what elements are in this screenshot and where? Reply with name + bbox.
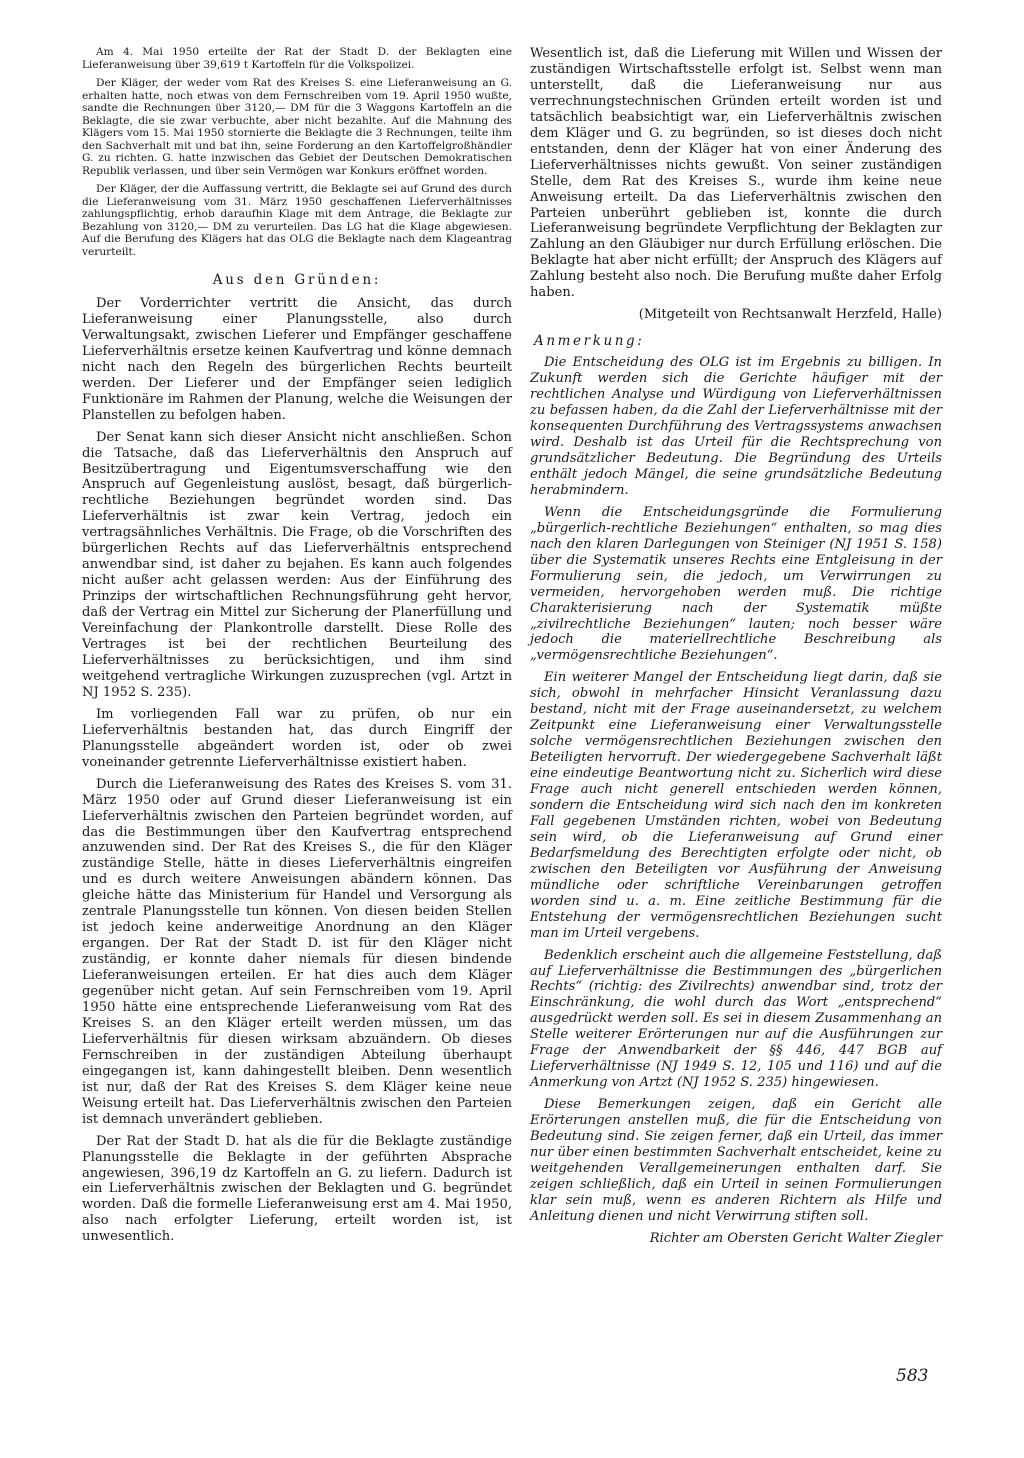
annotation-paragraph-4: Bedenklich erscheint auch die allgemeine Feststellung, daß auf Lieferverhältnisse die Bestimmungen des „bürgerlichen Rechts“ (richtig: des Zivilrechts) anwendbar sind, trotz der Einschränkung, die wohl durch das Wort „entsprechend“ ausgedrückt werden soll. Es sei in diesem Zusammenhang an Stelle weiterer Erörterungen nur auf die Ausführungen zur Frage der Anwendbarkeit der §§ 446, 447 BGB auf Lieferverhältnisse (NJ 1949 S. 12, 105 und 116) und auf die Anmerkung von Artzt (NJ 1952 S. 235) hingewiesen. [530, 947, 942, 1091]
reasons-paragraph-continued: Wesentlich ist, daß die Lieferung mit Willen und Wissen der zuständigen Wirtschaftsstelle erfolgt ist. Selbst wenn man unterstellt, daß die Lieferanweisung nur aus verrechnungstechnischen Gründen erteilt worden ist und tatsächlich beabsichtigt war, ein Lieferverhältnis zwischen dem Kläger und G. zu begründen, so ist dieses doch nicht entstanden, denn der Kläger hat von einer Änderung des Lieferverhältnisses nichts gewußt. Von seiner zuständigen Stelle, dem Rat des Kreises S., wurde ihm keine neue Anweisung erteilt. Da das Lieferverhältnis zwischen den Parteien unberührt geblieben ist, konnte die durch Lieferanweisung begründete Verpflichtung der Beklagten zur Zahlung an den Gläubiger nur durch Erfüllung erlöschen. Die Beklagte hat aber nicht erfüllt; der Anspruch des Klägers auf Zahlung besteht also noch. Die Berufung mußte daher Erfolg haben. [530, 46, 942, 301]
reasons-paragraph-3: Im vorliegenden Fall war zu prüfen, ob nur ein Lieferverhältnis bestanden hat, das durch Eingriff der Planungsstelle abgeändert worden ist, oder ob zwei voneinander getrennte Lieferverhältnisse existiert haben. [82, 706, 512, 770]
annotation-paragraph-2: Wenn die Entscheidungsgründe die Formulierung „bürgerlich-rechtliche Beziehungen“ enthalten, so mag dies nach den klaren Darlegungen von Steiniger (NJ 1951 S. 158) über die Systematik unseres Rechts eine Entgleisung in der Formulierung sein, die jedoch, um Verwirrungen zu vermeiden, hervorgehoben werden muß. Die richtige Charakterisierung nach der Systematik müßte „zivilrechtliche Beziehungen“ lauten; noch besser wäre jedoch die materiellrechtliche Beschreibung als „vermögensrechtliche Beziehungen“. [530, 504, 942, 664]
annotation-heading: Anmerkung: [534, 333, 645, 350]
reasons-paragraph-1: Der Vorderrichter vertritt die Ansicht, das durch Lieferanweisung einer Planungsstelle, also durch Verwaltungsakt, zwischen Lieferer und Empfänger geschaffene Lieferverhältnis ersetze keinen Kaufvertrag und könne demnach nicht nach den Regeln des bürgerlichen Rechts beurteilt werden. Der Lieferer und der Empfänger seien lediglich Funktionäre im Rahmen der Planung, welche die Weisungen der Planstellen zu befolgen haben. [82, 296, 512, 423]
section-heading-reasons: Aus den Gründen: [212, 272, 382, 288]
case-facts-paragraph-2: Der Kläger, der weder vom Rat des Kreises S. eine Lieferanweisung an G. erhalten hatte, noch etwas von dem Fernschreiben vom 19. April 1950 wußte, sandte die Rechnungen über 3120,— DM für die 3 Waggons Kartoffeln an die Beklagte, die sie zwar verbuchte, aber nicht bezahlte. Auf die Mahnung des Klägers vom 15. Mai 1950 stornierte die Beklagte die 3 Rechnungen, teilte ihm den Sachverhalt mit und bat ihn, seine Forderung an den Kartoffelgroßhändler G. zu richten. G. hatte inzwischen das Gebiet der Deutschen Demokratischen Republik verlassen, und über sein Vermögen war Konkurs eröffnet worden. [82, 77, 512, 177]
reasons-paragraph-2: Der Senat kann sich dieser Ansicht nicht anschließen. Schon die Tatsache, daß das Lieferverhältnis den Anspruch auf Besitzübertragung und Eigentumsverschaffung wie den Anspruch auf Gegenleistung auslöst, besagt, daß bürgerlich-rechtliche Beziehungen begründet worden sind. Das Lieferverhältnis ist zwar kein Vertrag, jedoch ein vertragsähnliches Verhältnis. Die Frage, ob die Vorschriften des bürgerlichen Rechts auf das Lieferverhältnis entsprechend anwendbar sind, ist daher zu bejahen. Es kann auch folgendes nicht außer acht gelassen werden: Aus der Einführung des Prinzips der wirtschaftlichen Rechnungsführung geht hervor, daß der Vertrag ein Mittel zur Sicherung der Planerfüllung und Vereinfachung der Plankontrolle darstellt. Diese Rolle des Vertrages ist bei der rechtlichen Beurteilung des Lieferverhältnisses zu berücksichtigen, und ihm sind weitgehend vertragliche Wirkungen zuzusprechen (vgl. Artzt in NJ 1952 S. 235). [82, 429, 512, 700]
page-number: 583 [896, 1366, 929, 1386]
author-signature: Richter am Obersten Gericht Walter Ziegler [649, 1230, 942, 1246]
annotation-paragraph-5: Diese Bemerkungen zeigen, daß ein Gericht alle Erörterungen anstellen muß, die für die Entscheidung von Bedeutung sind. Sie zeigen ferner, daß ein Urteil, das immer nur über einen bestimmten Sachverhalt entscheidet, keine zu weitgehenden Verallgemeinerungen enthalten darf. Sie zeigen schließlich, daß ein Urteil in seinen Formulierungen klar sein muß, wenn es anderen Richtern als Hilfe und Anleitung dienen und nicht Verwirrung stiften soll. [530, 1097, 942, 1224]
reasons-paragraph-4: Durch die Lieferanweisung des Rates des Kreises S. vom 31. März 1950 oder auf Grund dieser Lieferanweisung ist ein Lieferverhältnis zwischen den Parteien begründet worden, auf das die Bestimmungen über den Kaufvertrag entsprechend anzuwenden sind. Der Rat des Kreises S., die für den Kläger zuständige Stelle, hätte in dieses Lieferverhältnis eingreifen und es durch weitere Anweisungen abändern können. Das gleiche hätte das Ministerium für Handel und Versorgung als zentrale Planungsstelle tun können. Von diesen beiden Stellen ist jedoch keine anderweitige Anordnung an den Kläger ergangen. Der Rat der Stadt D. ist für den Kläger nicht zuständig, er konnte daher niemals für diesen bindende Lieferanweisungen erteilen. Er hat dies auch dem Kläger gegenüber nicht getan. Auf sein Fernschreiben vom 19. April 1950 hätte eine entsprechende Lieferanweisung vom Rat des Kreises S. an den Kläger erteilt werden müssen, um das Lieferverhältnis für diesen wirksam abzuändern. Ob dieses Fernschreiben in der zuständigen Abteilung überhaupt eingegangen ist, kann dahingestellt bleiben. Denn wesentlich ist nur, daß der Rat des Kreises S. dem Kläger keine neue Weisung erteilt hat. Das Lieferverhältnis zwischen den Parteien ist demnach unverändert geblieben. [82, 776, 512, 1127]
annotation-paragraph-1: Die Entscheidung des OLG ist im Ergebnis zu billigen. In Zukunft werden sich die Gerichte häufiger mit der rechtlichen Analyse und Würdigung von Lieferverhältnissen zu befassen haben, da die Zahl der Lieferverhältnisse mit der konsequenten Durchführung des Vertragssystems anwachsen wird. Deshalb ist das Urteil für die Rechtsprechung von grundsätzlicher Bedeutung. Die Begründung des Urteils enthält jedoch Mängel, die seine grundsätzliche Bedeutung herabmindern. [530, 355, 942, 498]
communicated-by: (Mitgeteilt von Rechtsanwalt Herzfeld, Halle) [638, 307, 942, 323]
left-column [82, 46, 512, 1251]
case-facts-paragraph-1: Am 4. Mai 1950 erteilte der Rat der Stadt D. der Beklagten eine Lieferanweisung über 39,619 t Kartoffeln für die Volkspolizei. [82, 46, 512, 71]
annotation-paragraph-3: Ein weiterer Mangel der Entscheidung liegt darin, daß sie sich, obwohl in mehrfacher Hinsicht Veranlassung dazu bestand, nicht mit der Frage auseinandersetzt, zu welchem Zeitpunkt eine Lieferanweisung einer Verwaltungsstelle solche vermögensrechtlichen Beziehungen zwischen den Beteiligten hervorruft. Der wiedergegebene Sachverhalt läßt eine eindeutige Beantwortung nicht zu. Sicherlich wird diese Frage auch nicht generell entschieden werden können, sondern die Entscheidung wird sich nach den im konkreten Fall gegebenen Umständen richten, wobei von Bedeutung sein wird, ob die Lieferanweisung auf Grund einer Bedarfsmeldung des Berechtigten erfolgte oder nicht, ob zwischen den Beteiligten vor Ausführung der Anweisung mündliche oder schriftliche Vereinbarungen getroffen worden sind u. a. m. Eine zeitliche Bestimmung für die Entstehung der vermögensrechtlichen Beziehungen sucht man im Urteil vergebens. [530, 670, 942, 941]
reasons-paragraph-5: Der Rat der Stadt D. hat als die für die Beklagte zuständige Planungsstelle die Beklagte in der geführten Absprache angewiesen, 396,19 dz Kartoffeln an G. zu liefern. Dadurch ist ein Lieferverhältnis zwischen der Beklagten und G. begründet worden. Daß die formelle Lieferanweisung erst am 4. Mai 1950, also nach erfolgter Lieferung, erteilt worden ist, ist unwesentlich. [82, 1133, 512, 1245]
case-facts-paragraph-3: Der Kläger, der die Auffassung vertritt, die Beklagte sei auf Grund des durch die Lieferanweisung vom 31. März 1950 geschaffenen Lieferverhältnisses zahlungspflichtig, erhob daraufhin Klage mit dem Antrage, die Beklagte zur Bezahlung von 3120,— DM zu verurteilen. Das LG hat die Klage abgewiesen. Auf die Berufung des Klägers hat das OLG die Beklagte nach dem Klageantrag verurteilt. [82, 183, 512, 258]
right-column [530, 46, 942, 1247]
